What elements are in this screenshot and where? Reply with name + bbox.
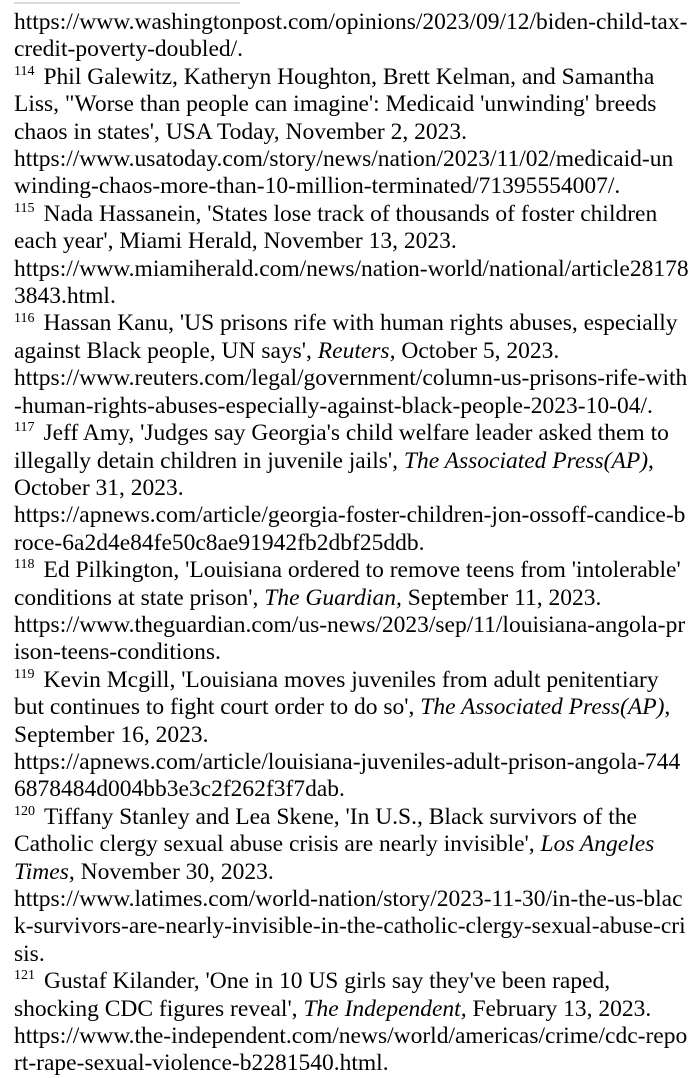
publication-name: The Guardian, (264, 584, 402, 611)
citation-text: , November 30, 2023. (68, 858, 274, 885)
citation-text: Kevin Mcgill, 'Louisiana moves juveniles from adult penitentiary but continues to fight court order to do so', (14, 666, 659, 721)
footnote-url: https://apnews.com/article/louisiana-juveniles-adult-prison-angola-7446878484d004bb3e3c2f262f3f7dab. (14, 748, 681, 803)
footnote-citation (14, 201, 690, 256)
footnote-number: 116 (14, 310, 35, 326)
citation-text: Ed Pilkington, 'Louisiana ordered to remove teens from 'intolerable' conditions at state prison', (14, 557, 681, 611)
citation-text: October 5, 2023. (395, 337, 560, 364)
publication-name: Reuters, (317, 337, 396, 364)
footnote (14, 968, 690, 1078)
footnote-citation (14, 667, 690, 749)
footnote (14, 420, 690, 557)
footnote-number: 118 (14, 557, 35, 573)
footnote-citation (14, 804, 690, 886)
footnote-url: https://www.washingtonpost.com/opinions/2023/09/12/biden-child-tax-credit-poverty-doubled/. (14, 9, 688, 63)
footnote (14, 201, 690, 311)
citation-text: Phil Galewitz, Katheryn Houghton, Brett Kelman, and Samantha Liss, "Worse than people can imagine': Medicaid 'unwinding' breeds chaos in states', USA Today, November 2, 2023. (14, 63, 657, 145)
footnote-citation (14, 310, 690, 365)
citation-text: Hassan Kanu, 'US prisons rife with human rights abuses, especially against Black people, UN says', (14, 310, 678, 364)
footnote (14, 667, 690, 804)
footnote-url: https://www.latimes.com/world-nation/story/2023-11-30/in-the-us-black-survivors-are-nearly-invisible-in-the-catholic-clergy-sexual-abuse-crisis. (14, 886, 686, 967)
footnote-number: 115 (14, 201, 35, 217)
footnote-number: 121 (14, 968, 35, 984)
citation-text: , September 16, 2023. (14, 694, 671, 748)
footnote-citation (14, 557, 690, 612)
footnote-url: https://www.the-independent.com/news/world/americas/crime/cdc-report-rape-sexual-violence-b2281540.html. (14, 1023, 688, 1077)
footnote-url: https://www.usatoday.com/story/news/nation/2023/11/02/medicaid-unwinding-chaos-more-than-10-million-terminated/71395554007/. (14, 146, 674, 200)
citation-text: Nada Hassanein, 'States lose track of thousands of foster children each year', Miami Herald, November 13, 2023. (14, 200, 658, 255)
citation-text: September 11, 2023. (401, 584, 602, 611)
footnote (14, 9, 690, 64)
publication-name: The Independent, (303, 995, 467, 1022)
publication-name: The Associated Press(AP) (403, 447, 649, 474)
footnote-citation (14, 968, 690, 1023)
citation-text: Jeff Amy, 'Judges say Georgia's child welfare leader asked them to illegally detain children in juvenile jails', (14, 420, 669, 474)
footnote-number: 117 (14, 420, 35, 436)
citation-text: February 13, 2023. (466, 995, 652, 1022)
footnote-number: 120 (14, 803, 35, 819)
footnote-url: https://www.reuters.com/legal/government/column-us-prisons-rife-with-human-rights-abuses-especially-against-black-people-2023-10-04/. (14, 365, 688, 419)
citation-text: Gustaf Kilander, 'One in 10 US girls say they've been raped, shocking CDC figures reveal', (14, 968, 611, 1022)
footnote-number: 114 (14, 63, 35, 79)
citation-text: , October 31, 2023. (14, 447, 654, 501)
footnote-url: https://www.theguardian.com/us-news/2023/sep/11/louisiana-angola-prison-teens-conditions. (14, 611, 686, 666)
footnote-url: https://www.miamiherald.com/news/nation-world/national/article281783843.html. (14, 255, 689, 310)
footnote (14, 804, 690, 968)
footnote-number: 119 (14, 666, 35, 682)
footnote-url: https://apnews.com/article/georgia-foster-children-jon-ossoff-candice-broce-6a2d4e84fe50c8ae91942fb2dbf25ddb. (14, 502, 686, 556)
footnote (14, 310, 690, 420)
footnote (14, 64, 690, 201)
citation-text: Tiffany Stanley and Lea Skene, 'In U.S., Black survivors of the Catholic clergy sexual abuse crisis are nearly invisible', (14, 803, 637, 858)
footnote (14, 557, 690, 667)
footnote-citation (14, 420, 690, 502)
publication-name: Los Angeles Times (14, 831, 655, 885)
publication-name: The Associated Press(AP) (420, 694, 665, 721)
footnotes-list (14, 9, 690, 1078)
separator-rule (14, 2, 240, 4)
footnote-citation (14, 64, 690, 146)
